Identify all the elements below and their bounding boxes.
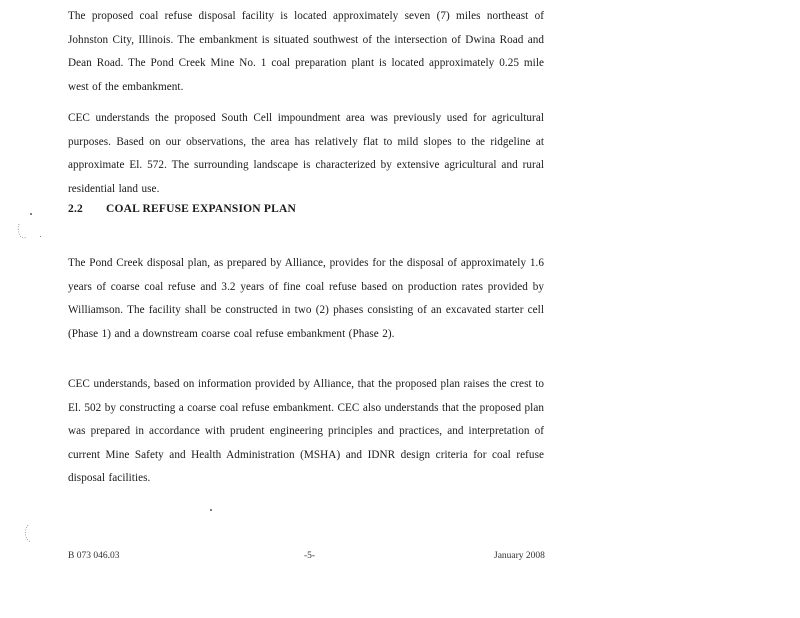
footer-date: January 2008 <box>494 551 545 561</box>
scan-speck <box>40 236 41 237</box>
section-number: 2.2 <box>68 203 83 215</box>
paragraph-site-conditions: CEC understands the proposed South Cell impoundment area was previously used for agricultural purposes. Based on our observations, the area has relatively flat to mild slopes to the ridgeline at approximate El. 572. The surrounding landscape is characterized by extensive agricultural and rural residential land use. <box>68 112 544 195</box>
scan-speck <box>30 213 32 215</box>
footer-project-number: B 073 046.03 <box>68 551 120 561</box>
section-title: COAL REFUSE EXPANSION PLAN <box>106 203 296 215</box>
footer-page-number: -5- <box>304 551 316 561</box>
paragraph-site-location: The proposed coal refuse disposal facility is located approximately seven (7) miles northeast of Johnston City, Illinois. The embankment is situated southwest of the intersection of Dwina Road and Dean Road. The Pond Creek Mine No. 1 coal preparation plant is located approximately 0.25 mile west of the embankment. <box>68 10 544 93</box>
scan-speck-mark <box>22 524 36 544</box>
paragraph-disposal-plan: The Pond Creek disposal plan, as prepared by Alliance, provides for the disposal of approximately 1.6 years of coarse coal refuse and 3.2 years of fine coal refuse based on production rates provided by Williamson. The facility shall be constructed in two (2) phases consisting of an excavated starter cell (Phase 1) and a downstream coarse coal refuse embankment (Phase 2). <box>68 257 544 340</box>
section-heading <box>68 203 296 215</box>
scan-speck <box>210 509 212 511</box>
paragraph-plan-compliance: CEC understands, based on information provided by Alliance, that the proposed plan raises the crest to El. 502 by constructing a coarse coal refuse embankment. CEC also understands that the proposed plan was prepared in accordance with prudent engineering principles and practices, and interpretation of current Mine Safety and Health Administration (MSHA) and IDNR design criteria for coal refuse disposal facilities. <box>68 378 544 485</box>
scan-speck-mark <box>16 222 30 242</box>
